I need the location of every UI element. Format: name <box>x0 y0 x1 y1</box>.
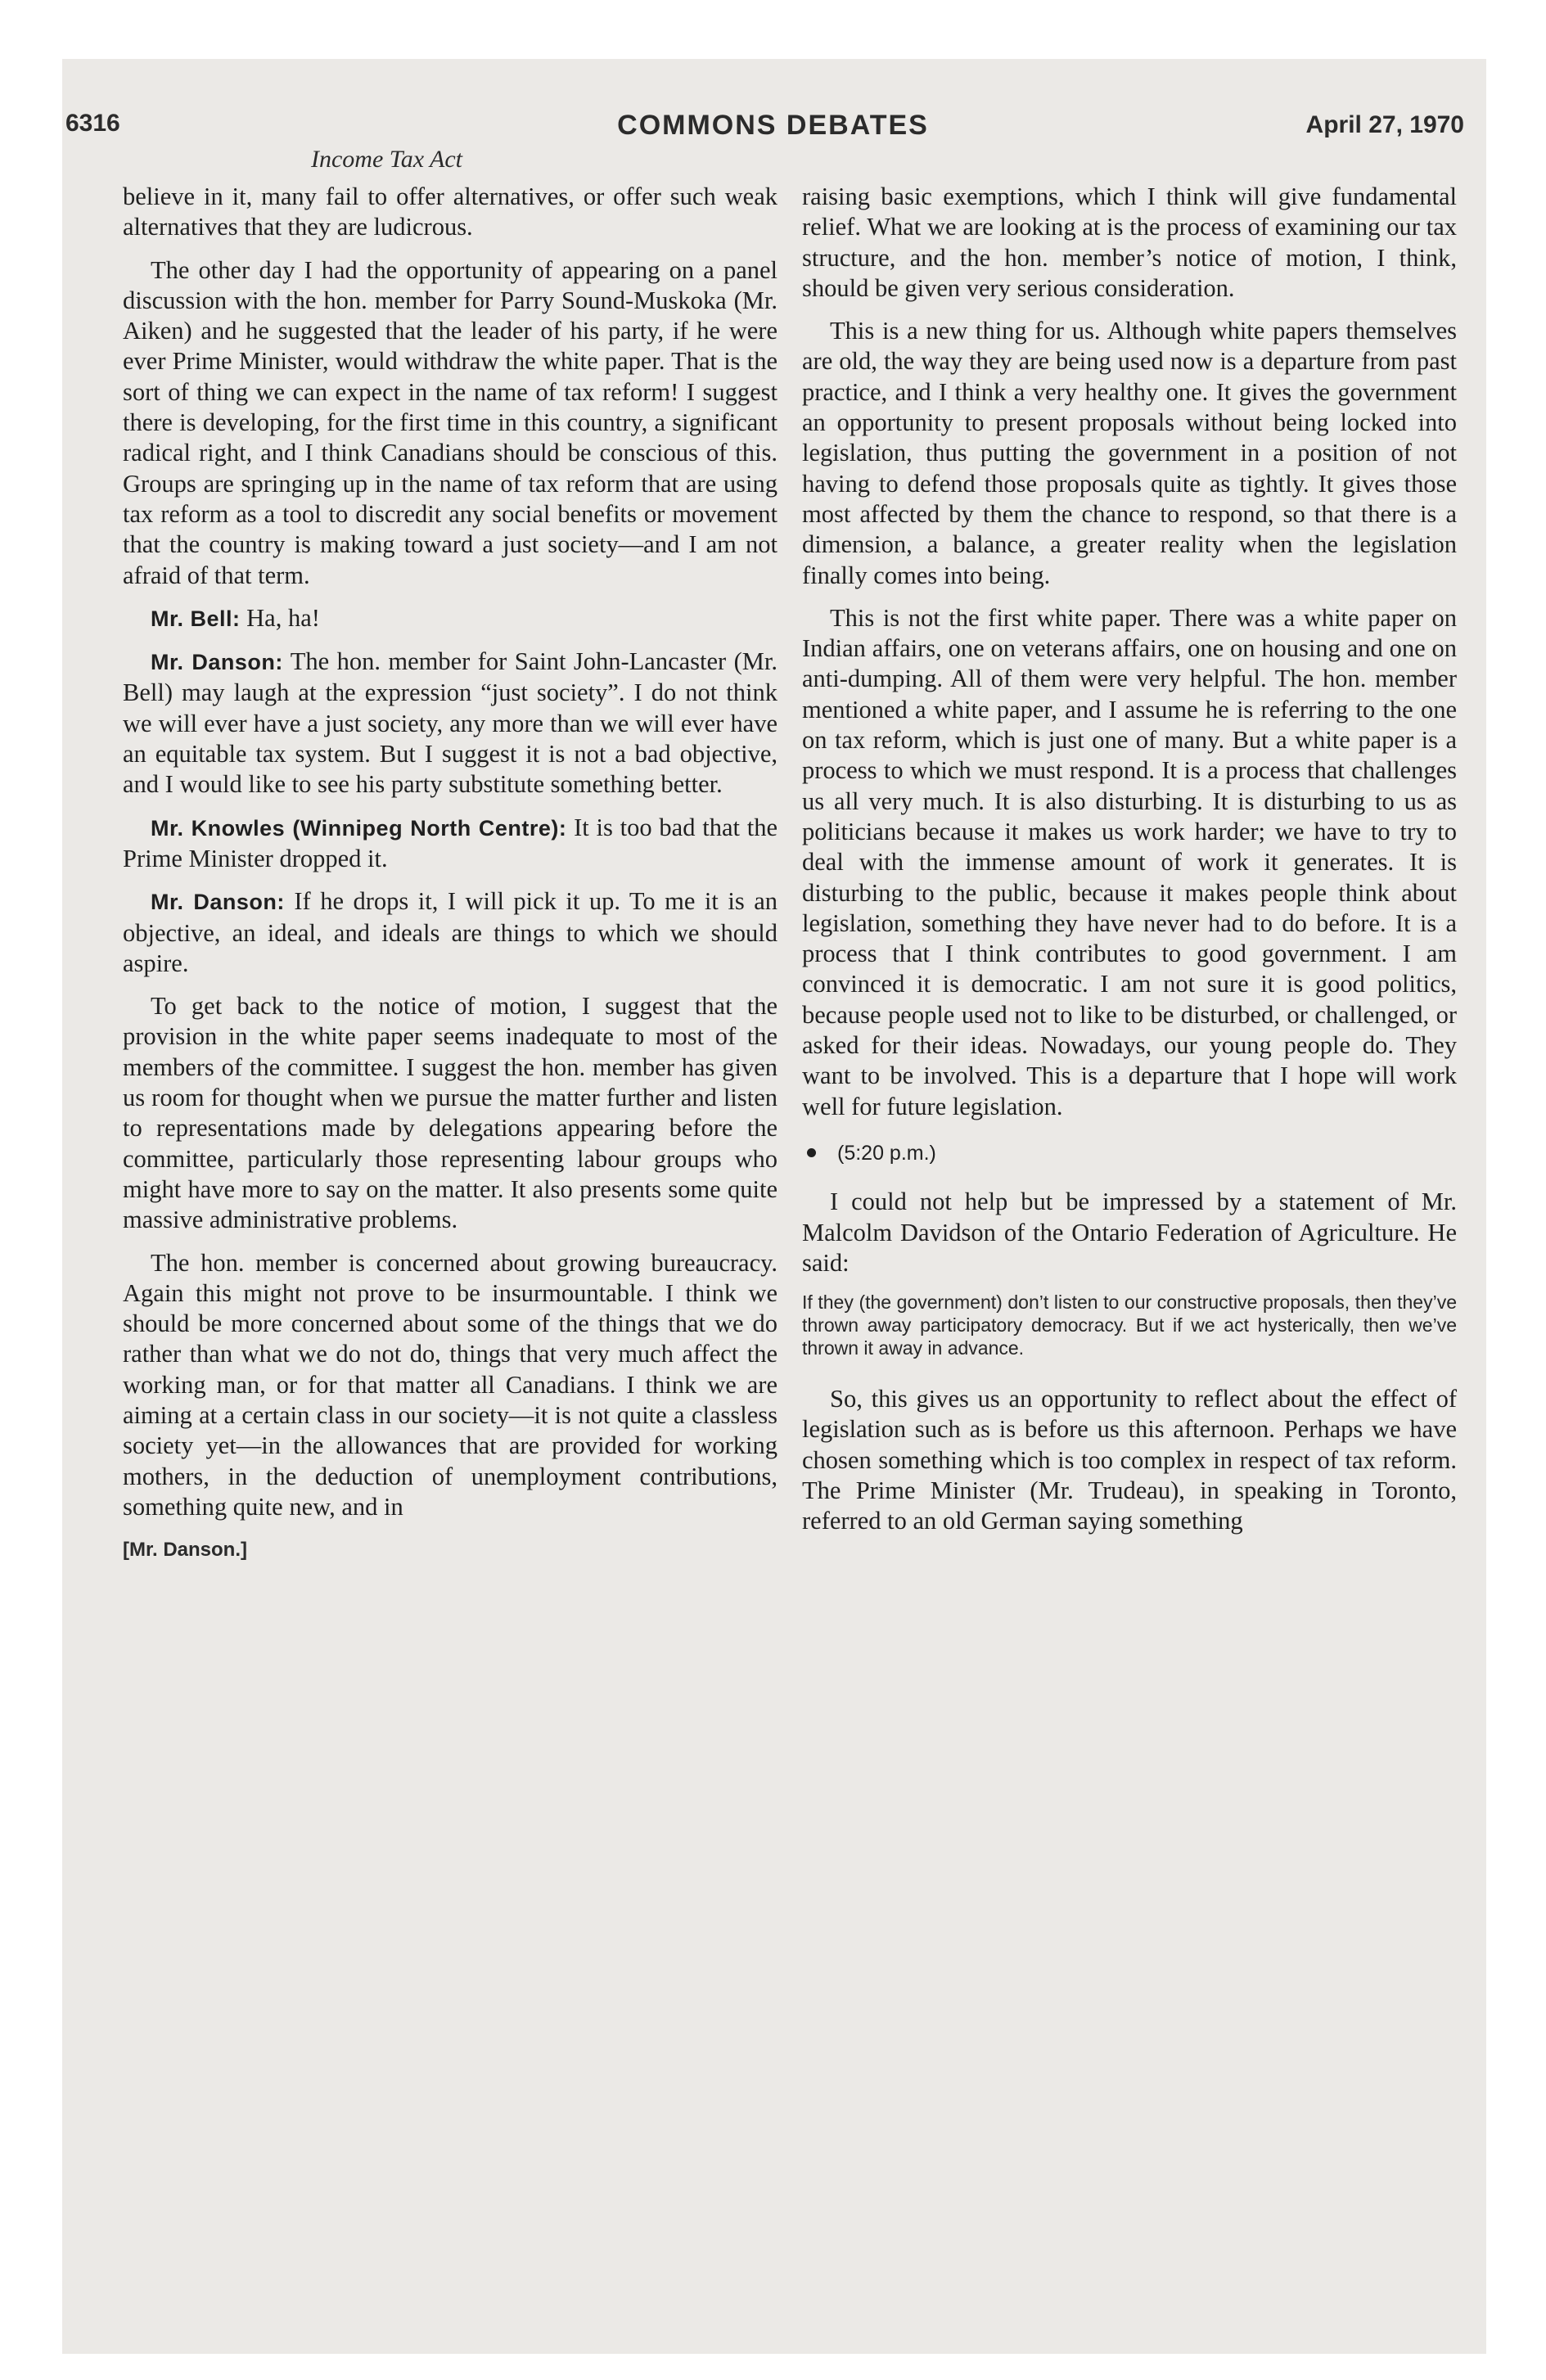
speech <box>123 886 778 979</box>
paragraph: So, this gives us an opportunity to reflect about the effect of legislation such as is before us this afternoon. Perhaps we have chosen something which is too complex in respect of tax reform. The Prime Minister (Mr. Trudeau), in speaking in Toronto, referred to an old German saying something <box>802 1385 1457 1535</box>
speaker-name: Mr. Danson: <box>151 650 283 675</box>
paragraph: I could not help but be impressed by a statement of Mr. Malcolm Davidson of the Ontario Federation of Agriculture. He said: <box>802 1188 1457 1277</box>
speech-text: Ha, ha! <box>246 603 320 632</box>
speech <box>123 603 778 634</box>
paragraph: The hon. member is concerned about growing bureaucracy. Again this might not prove to be insurmountable. I think we should be more concerned about some of the things that we do rather than what we do not do, things that very much affect the working man, or for that matter all Canadians. I think we are aiming at a certain class in our society—it is not quite a classless society yet—in the allowances that are provided for working mothers, in the deduction of unemployment contributions, something quite new, and in <box>123 1248 778 1521</box>
paragraph: This is not the first white paper. There was a white paper on Indian affairs, one on veterans affairs, one on housing and one on anti-dumping. All of them were very helpful. The hon. member mentioned a white paper, and I assume he is referring to the one on tax reform, which is just one of many. But a white paper is a process to which we must respond. It is a process that challenges us all very much. It is also disturbing. It is disturbing to us as politicians because it makes us work harder; we have to try to deal with the immense amount of work it generates. It is disturbing to the public, because it makes people think about legislation, something they have never had to do before. It is a process that I think contributes to good government. I am convinced it is democratic. I am not sure it is good politics, because people used not to like to be disturbed, or challenged, or asked for their ideas. Nowadays, our young people do. They want to be involved. This is a departure that I hope will work well for future legislation. <box>802 603 1457 1120</box>
speaker-name: Mr. Bell: <box>151 606 241 631</box>
speech-text: It is too bad that the Prime Minister dropped it. <box>123 813 778 872</box>
speaker-name: Mr. Danson: <box>151 890 285 915</box>
journal-title: COMMONS DEBATES <box>617 110 929 141</box>
paragraph: raising basic exemptions, which I think will give fundamental relief. What we are looking at is the process of examining our tax structure, and the hon. member’s notice of motion, I think, should be given very serious consideration. <box>802 183 1457 302</box>
quotation: If they (the government) don’t listen to our constructive proposals, then they’ve thrown away participatory democracy. But if we act hysterically, then we’ve thrown it away in advance. <box>802 1291 1457 1359</box>
page-date: April 27, 1970 <box>1305 111 1464 138</box>
paragraph: believe in it, many fail to offer alternatives, or offer such weak alternatives that they are ludicrous. <box>123 183 778 241</box>
timestamp <box>802 1138 1457 1169</box>
speaker-attribution: [Mr. Danson.] <box>123 1539 248 1562</box>
speech-text: If he drops it, I will pick it up. To me it is an objective, an ideal, and ideals are things to which we should aspire. <box>123 887 778 977</box>
running-head: Income Tax Act <box>311 146 462 173</box>
bullet-icon <box>807 1148 816 1157</box>
paragraph: To get back to the notice of motion, I suggest that the provision in the white paper seems inadequate to most of the members of the committee. I suggest the hon. member has given us room for thought when we pursue the matter further and listen to representations made by delegations appearing before the committee, particularly those representing labour groups who might have more to say on the matter. It also presents some quite massive administrative problems. <box>123 992 778 1234</box>
timestamp-text: (5:20 p.m.) <box>837 1141 936 1165</box>
left-column <box>123 182 778 1565</box>
right-column <box>802 182 1457 1549</box>
speech <box>123 647 778 800</box>
speaker-name: Mr. Knowles (Winnipeg North Centre): <box>151 815 567 841</box>
speech-text: The hon. member for Saint John-Lancaster (Mr. Bell) may laugh at the expression “just society”. I do not think we will ever have a just society, any more than we will ever have an equitable tax system. But I suggest it is not a bad objective, and I would like to see his party substitute something better. <box>123 647 778 799</box>
paragraph: This is a new thing for us. Although white papers themselves are old, the way they are being used now is a departure from past practice, and I think a very healthy one. It gives the government an opportunity to present proposals without being locked into legislation, thus putting the government in a position of not having to defend those proposals quite as tightly. It gives those most affected by them the chance to respond, so that there is a dimension, a balance, a greater reality when the legislation finally comes into being. <box>802 317 1457 589</box>
speech <box>123 813 778 875</box>
paragraph: The other day I had the opportunity of appearing on a panel discussion with the hon. member for Parry Sound-Muskoka (Mr. Aiken) and he suggested that the leader of his party, if he were ever Prime Minister, would withdraw the white paper. That is the sort of thing we can expect in the name of tax reform! I suggest there is developing, for the first time in this country, a significant radical right, and I think Canadians should be conscious of this. Groups are springing up in the name of tax reform that are using tax reform as a tool to discredit any social benefits or movement that the country is making toward a just society—and I am not afraid of that term. <box>123 255 778 589</box>
page-number: 6316 <box>65 110 120 137</box>
